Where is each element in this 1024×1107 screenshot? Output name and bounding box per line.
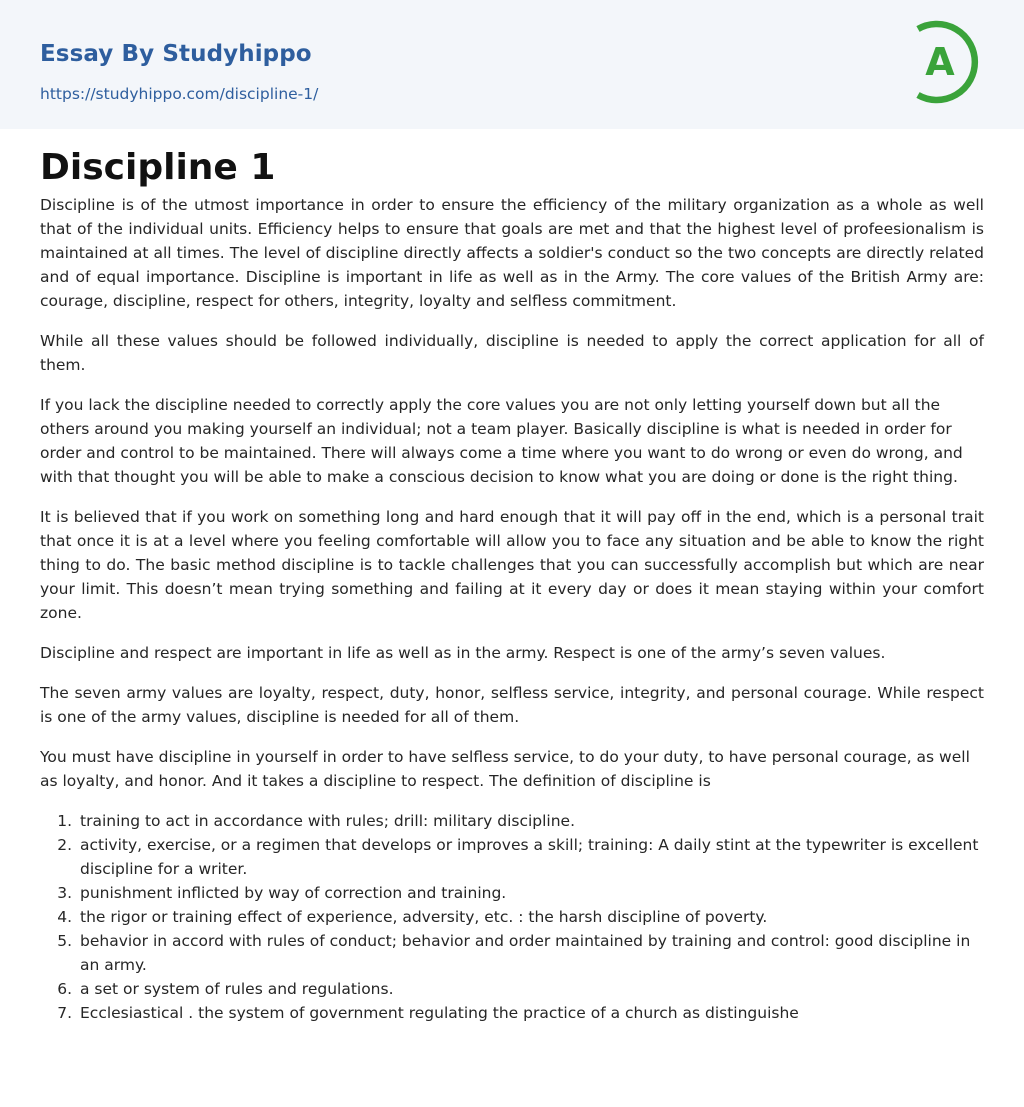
list-number: 2. (57, 836, 72, 854)
list-item (40, 833, 984, 881)
list-text: punishment inflicted by way of correction and training. (80, 884, 507, 902)
paragraph: While all these values should be followed individually, discipline is needed to apply the correct application for all of them. (40, 332, 984, 374)
paragraph: The seven army values are loyalty, respect, duty, honor, selfless service, integrity, and personal courage. While respect is one of the army values, discipline is needed for all of them. (40, 684, 984, 726)
paragraph: Discipline is of the utmost importance in order to ensure the efficiency of the military organization as a whole as well that of the individual units. Efficiency helps to ensure that goals are met and that the highest level of profeesionalism is maintained at all times. The level of discipline directly affects a soldier's conduct so the two concepts are directly related and of equal importance. Discipline is important in life as well as in the Army. The core values of the British Army are: courage, discipline, respect for others, integrity, loyalty and selfless commitment. (40, 196, 984, 310)
logo-letter: A (925, 40, 955, 84)
list-text: a set or system of rules and regulations. (80, 980, 394, 998)
list-item (40, 1001, 984, 1025)
studyhippo-logo[interactable] (911, 17, 987, 107)
paragraph: It is believed that if you work on something long and hard enough that it will pay off in the end, which is a personal trait that once it is at a level where you feeling comfortable will allow you to face any situation and be able to know the right thing to do. The basic method discipline is to tackle challenges that you can successfully accomplish but which are near your limit. This doesn’t mean trying something and failing at it every day or does it mean staying within your comfort zone. (40, 508, 984, 622)
source-url-link[interactable]: https://studyhippo.com/discipline-1/ (40, 85, 319, 103)
list-number: 6. (57, 980, 72, 998)
article (40, 145, 984, 1025)
list-number: 3. (57, 884, 72, 902)
list-item (40, 905, 984, 929)
list-number: 7. (57, 1004, 72, 1022)
definition-list (40, 809, 984, 1025)
list-item (40, 881, 984, 905)
list-number: 5. (57, 932, 72, 950)
list-number: 1. (57, 812, 72, 830)
list-text: training to act in accordance with rules; drill: military discipline. (80, 812, 576, 830)
paragraph: Discipline and respect are important in life as well as in the army. Respect is one of the army’s seven values. (40, 644, 886, 662)
paragraph: You must have discipline in yourself in order to have selfless service, to do your duty, to have personal courage, as well as loyalty, and honor. And it takes a discipline to respect. The definition of discipline is (40, 748, 970, 790)
list-number: 4. (57, 908, 72, 926)
logo-a-icon (911, 17, 987, 107)
page-title: Discipline 1 (40, 147, 276, 188)
brand-title[interactable]: Essay By Studyhippo (40, 41, 312, 67)
list-item (40, 977, 984, 1001)
list-item (40, 929, 984, 977)
site-header (0, 0, 1024, 129)
list-text: behavior in accord with rules of conduct; behavior and order maintained by training and control: good discipline in an army. (80, 932, 971, 974)
paragraph: If you lack the discipline needed to correctly apply the core values you are not only letting yourself down but all the others around you making yourself an individual; not a team player. Basically discipline is what is needed in order for order and control to be maintained. There will always come a time where you want to do wrong or even do wrong, and with that thought you will be able to make a conscious decision to know what you are doing or done is the right thing. (40, 396, 963, 486)
list-text: activity, exercise, or a regimen that develops or improves a skill; training: A daily stint at the typewriter is excellent discipline for a writer. (80, 836, 979, 878)
list-text: the rigor or training effect of experience, adversity, etc. : the harsh discipline of poverty. (80, 908, 768, 926)
list-text: Ecclesiastical . the system of government regulating the practice of a church as distinguishe (80, 1004, 799, 1022)
list-item (40, 809, 984, 833)
